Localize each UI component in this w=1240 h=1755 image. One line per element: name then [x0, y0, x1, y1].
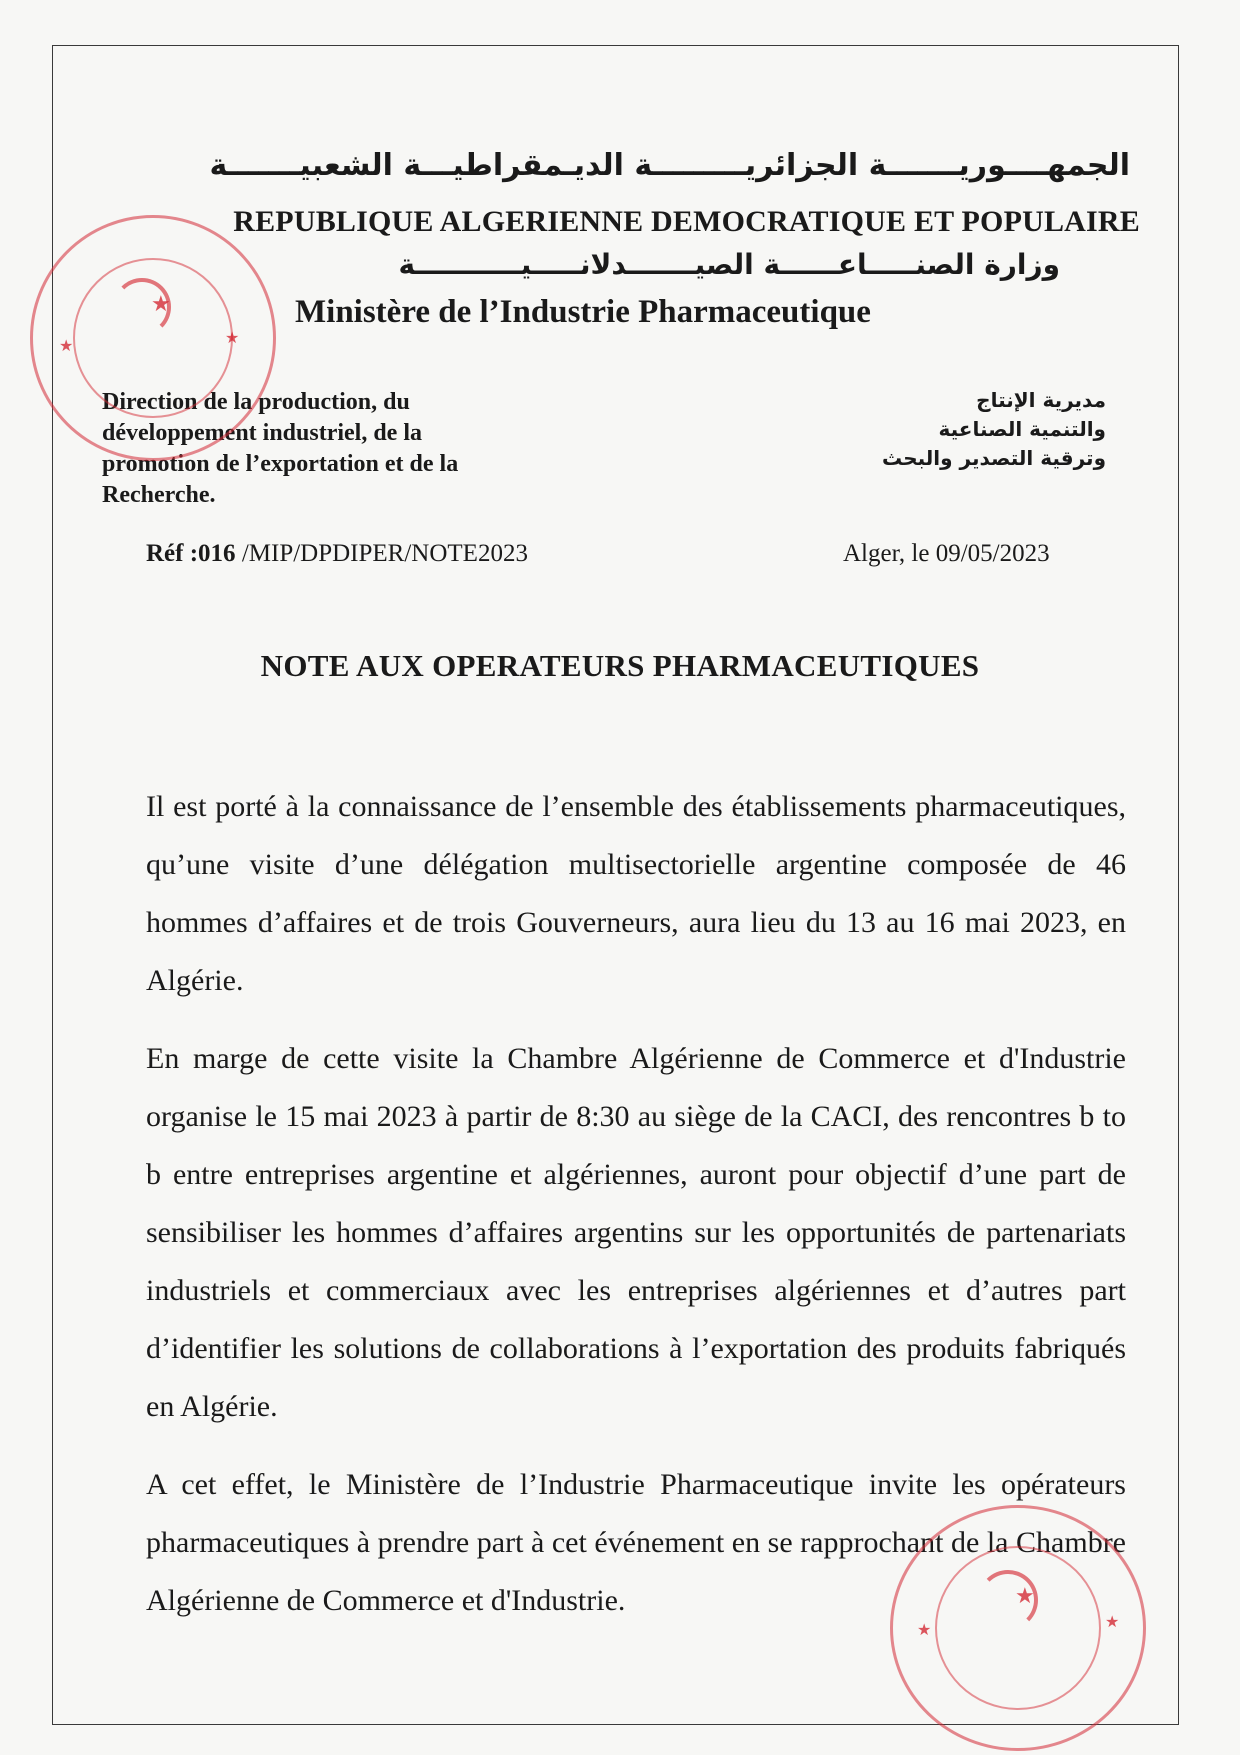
arabic-republic-title: الجمهــــوريـــــــة الجزائريـــــــــة الديـمقراطيـــة الشعبيـــــــة [209, 148, 1130, 183]
direction-arabic-line: وترقية التصدير والبحث [882, 446, 1106, 470]
direction-arabic-line: والتنمية الصناعية [938, 417, 1106, 441]
french-republic-title: REPUBLIQUE ALGERIENNE DEMOCRATIQUE ET POPULAIRE [233, 205, 1140, 238]
star-icon: ★ [917, 1620, 932, 1639]
star-icon: ★ [59, 336, 74, 355]
direction-french-line: promotion de l’exportation et de la [102, 451, 459, 477]
reference-value: /MIP/DPDIPER/NOTE2023 [235, 540, 528, 567]
body-paragraph: En marge de cette visite la Chambre Algérienne de Commerce et d'Industrie organise le 15 mai 2023 à partir de 8:30 au siège de la CACI, des rencontres b to b entre entreprises argentine et algériennes, auront pour objectif d’une part de sensibiliser les hommes d’affaires argentins sur les opportunités de partenariats industriels et commerciaux avec les entreprises algériennes et d’autres part d’identifier les solutions de collaborations à l’exportation des produits fabriqués en Algérie. [146, 1042, 1126, 1423]
star-icon: ★ [151, 292, 171, 317]
star-icon: ★ [225, 328, 240, 347]
reference-label: Réf :016 [146, 540, 236, 567]
reference-number [146, 540, 528, 568]
document-date: Alger, le 09/05/2023 [843, 540, 1050, 567]
direction-french-line: Direction de la production, du [102, 389, 410, 415]
official-stamp-bottom [890, 1505, 1146, 1751]
body-paragraph: Il est porté à la connaissance de l’ensemble des établissements pharmaceutiques, qu’une visite d’une délégation multisectorielle argentine composée de 46 hommes d’affaires et de trois Gouverneurs, aura lieu du 13 au 16 mai 2023, en Algérie. [146, 790, 1126, 997]
direction-arabic-line: مديرية الإنتاج [976, 388, 1106, 412]
direction-french-line: Recherche. [102, 482, 216, 508]
arabic-ministry-title: وزارة الصنـــــاعــــــة الصيـــــــدلانـــــيـــــــــــة [398, 248, 1060, 281]
direction-french-line: développement industriel, de la [102, 420, 423, 446]
star-icon: ★ [1105, 1612, 1120, 1631]
official-stamp-top [30, 215, 276, 461]
french-ministry-title: Ministère de l’Industrie Pharmaceutique [295, 294, 871, 330]
star-icon: ★ [1015, 1584, 1035, 1609]
direction-arabic [800, 386, 1106, 473]
note-title: NOTE AUX OPERATEURS PHARMACEUTIQUES [260, 648, 980, 683]
body-paragraph: A cet effet, le Ministère de l’Industrie Pharmaceutique invite les opérateurs pharmaceutiques à prendre part à cet événement en se rapprochant de la Chambre Algérienne de Commerce et d'Industrie. [146, 1468, 1126, 1617]
